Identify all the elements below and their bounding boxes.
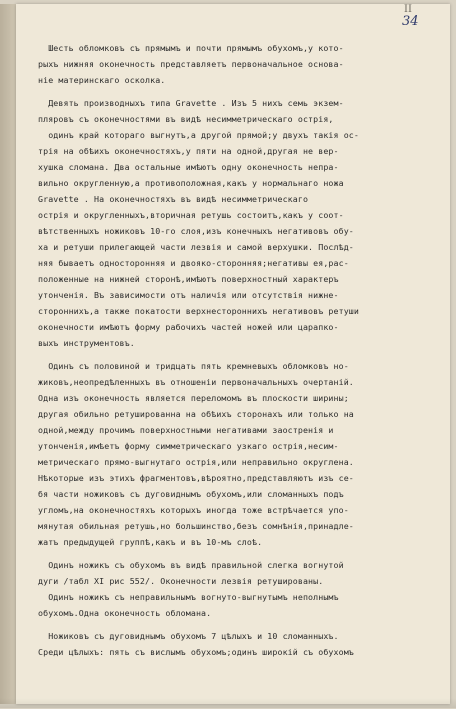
text-line: Одинъ ножикъ съ обухомъ въ видѣ правильной слегка вогнутой [38, 560, 344, 570]
text-line: Среди цѣлыхъ: пять съ вислымъ обухомъ;одинъ широкій съ обухомъ [38, 647, 354, 657]
page-binding-edge [0, 4, 16, 704]
text-line: стороннихъ,а также покатости верхнестороннихъ негативовъ ретуши [38, 306, 359, 316]
text-line: Одна изъ оконечность является переломомъ въ плоскости ширины; [38, 393, 349, 403]
text-line: мянутая обильная ретушь,но большинство,безъ сомнѣнія,принадле- [38, 521, 354, 531]
corner-mark: II [404, 4, 412, 15]
text-line: утонченія,имѣетъ форму симметрическаго узкаго острія,несим- [38, 441, 339, 451]
text-line: острія и округленныхъ,вторичная ретушь состоитъ,какъ у соот- [38, 210, 344, 220]
text-line: вѣтственныхъ ножиковъ 10-го слоя,изъ конечныхъ негативовъ обу- [38, 226, 354, 236]
text-line: рыхъ нижняя оконечность представляетъ первоначальное основа- [38, 59, 344, 69]
text-line: бя части ножиковъ съ дуговиднымъ обухомъ,или сломанныхъ подъ [38, 489, 344, 499]
text-line: другая обильно ретушированна на обѣихъ сторонахъ или только на [38, 409, 354, 419]
document-text-body [38, 40, 438, 660]
text-line: угломъ,на оконечностяхъ которыхъ иногда тоже встрѣчается упо- [38, 505, 349, 515]
paragraph-gap [38, 351, 438, 358]
text-line: няя бываетъ односторонняя и двояко-сторонняя;негативы ея,рас- [38, 258, 349, 268]
text-line: Одинъ съ половиной и тридцать пять кремневыхъ обломковъ но- [38, 361, 349, 371]
text-line: дуги /табл XI рис 552/. Оконечности лезвія ретушированы. [38, 576, 324, 586]
text-line: положенные на нижней сторонѣ,имѣютъ поверхностный характеръ [38, 274, 339, 284]
text-line: утонченія. Въ зависимости отъ наличія или отсутствія нижне- [38, 290, 339, 300]
text-line: ніе материнскаго осколка. [38, 75, 166, 85]
bottom-shadow [0, 698, 456, 708]
text-line: хушка сломана. Два остальные имѣютъ одну оконечность непра- [38, 162, 339, 172]
page-number: 34 [402, 14, 419, 29]
text-line: оконечности имѣютъ форму рабочихъ частей ножей или царапко- [38, 322, 339, 332]
text-line: Ножиковъ съ дуговиднымъ обухомъ 7 цѣлыхъ и 10 сломанныхъ. [38, 631, 339, 641]
text-line: Шесть обломковъ съ прямымъ и почти прямымъ обухомъ,у кото- [38, 43, 344, 53]
paragraph-gap [38, 550, 438, 557]
text-line: метрическаго прямо-выгнутаго острія,или неправильно округлена. [38, 457, 354, 467]
text-line: обухомъ.Одна оконечность обломана. [38, 608, 212, 618]
text-line: ха и ретуши прилегающей части лезвія и самой верхушки. Послѣд- [38, 242, 354, 252]
text-line: выхъ инструментовъ. [38, 338, 135, 348]
text-line: Одинъ ножикъ съ неправильнымъ вогнуто-выгнутымъ неполнымъ [38, 592, 339, 602]
text-line: трія на обѣихъ оконечностяхъ,у пяти на одной,другая не вер- [38, 146, 339, 156]
text-line: вильно округленную,а противоположная,какъ у нормальнаго ножа [38, 178, 344, 188]
text-line: Девять производныхъ типа Gravette . Изъ 5 нихъ семь экзем- [38, 98, 344, 108]
text-line: жатъ предыдущей группѣ,какъ и въ 10-мъ слоѣ. [38, 537, 263, 547]
text-line: Нѣкоторые изъ этихъ фрагментовъ,вѣроятно,представляютъ изъ се- [38, 473, 354, 483]
text-line: Gravette . На оконечностяхъ въ видѣ несимметрическаго [38, 194, 309, 204]
text-line: пляровъ съ оконечностями въ видѣ несимметрическаго острія, [38, 114, 334, 124]
text-line: одинъ край котораго выгнутъ,а другой прямой;у двухъ такія ос- [38, 130, 359, 140]
paragraph-gap [38, 88, 438, 95]
text-line: жиковъ,неопредѣленныхъ въ отношеніи первоначальныхъ очертаній. [38, 377, 354, 387]
text-line: одной,между прочимъ поверхностными негативами заостренія и [38, 425, 334, 435]
paragraph-gap [38, 621, 438, 628]
